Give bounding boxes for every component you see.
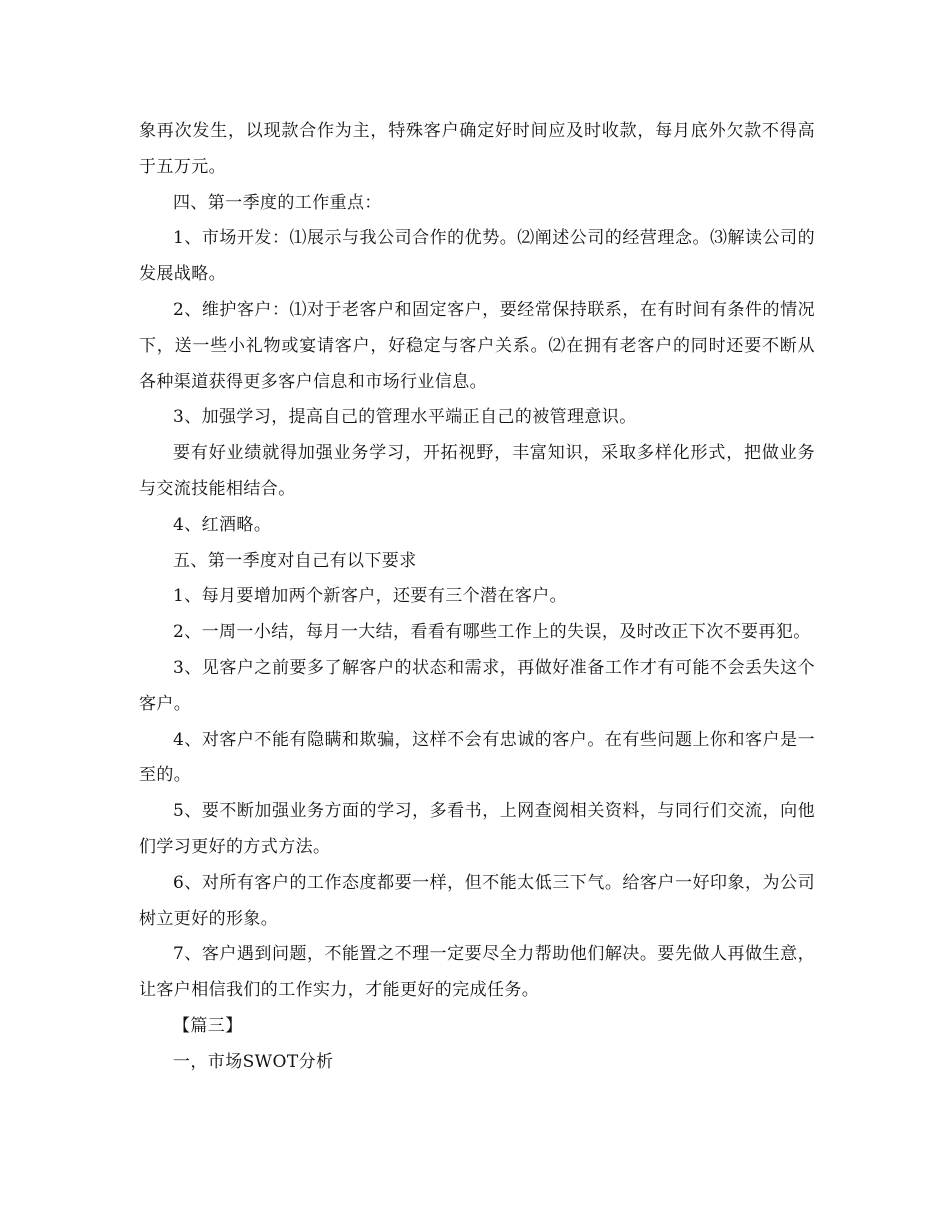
paragraph-business-learning: 要有好业绩就得加强业务学习，开拓视野，丰富知识，采取多样化形式，把做业务与交流技能相结合。 xyxy=(139,443,815,499)
requirement-item-1: 1、每月要增加两个新客户，还要有三个潜在客户。 xyxy=(173,586,568,607)
requirement-item-6: 6、对所有客户的工作态度都要一样，但不能太低三下气。给客户一好印象，为公司树立更好的形象。 xyxy=(139,872,815,929)
paragraph-strengthen-learning: 3、加强学习，提高自己的管理水平端正自己的被管理意识。 xyxy=(173,407,637,428)
paragraph-red-wine: 4、红酒略。 xyxy=(173,514,272,535)
requirement-item-3: 3、见客户之前要多了解客户的状态和需求，再做好准备工作才有可能不会丢失这个客户。 xyxy=(139,657,815,714)
requirement-item-7: 7、客户遇到问题，不能置之不理一定要尽全力帮助他们解决。要先做人再做生意，让客户相信我们的工作实力，才能更好的完成任务。 xyxy=(139,944,815,1001)
requirement-item-5: 5、要不断加强业务方面的学习，多看书，上网查阅相关资料，与同行们交流，向他们学习更好的方式方法。 xyxy=(139,801,815,857)
section-heading-five: 五、第一季度对自己有以下要求 xyxy=(173,550,417,571)
document-body xyxy=(139,114,815,1081)
paragraph-continuation: 象再次发生，以现款合作为主，特殊客户确定好时间应及时收款，每月底外欠款不得高于五万元。 xyxy=(139,121,815,177)
section-heading-swot: 一，市场SWOT分析 xyxy=(173,1051,334,1072)
section-heading-four: 四、第一季度的工作重点： xyxy=(173,192,382,213)
paragraph-market-development: 1、市场开发：⑴展示与我公司合作的优势。⑵阐述公司的经营理念。⑶解读公司的发展战略。 xyxy=(139,228,815,285)
requirement-item-2: 2、一周一小结，每月一大结，看看有哪些工作上的失误，及时改正下次不要再犯。 xyxy=(173,622,811,643)
paragraph-maintain-customers: 2、维护客户：⑴对于老客户和固定客户，要经常保持联系，在有时间有条件的情况下，送一些小礼物或宴请客户，好稳定与客户关系。⑵在拥有老客户的同时还要不断从各种渠道获得更多客户信息和市场行业信息。 xyxy=(139,299,815,392)
requirement-item-4: 4、对客户不能有隐瞒和欺骗，这样不会有忠诚的客户。在有些问题上你和客户是一至的。 xyxy=(139,729,815,786)
section-title-part-three: 【篇三】 xyxy=(173,1015,243,1036)
